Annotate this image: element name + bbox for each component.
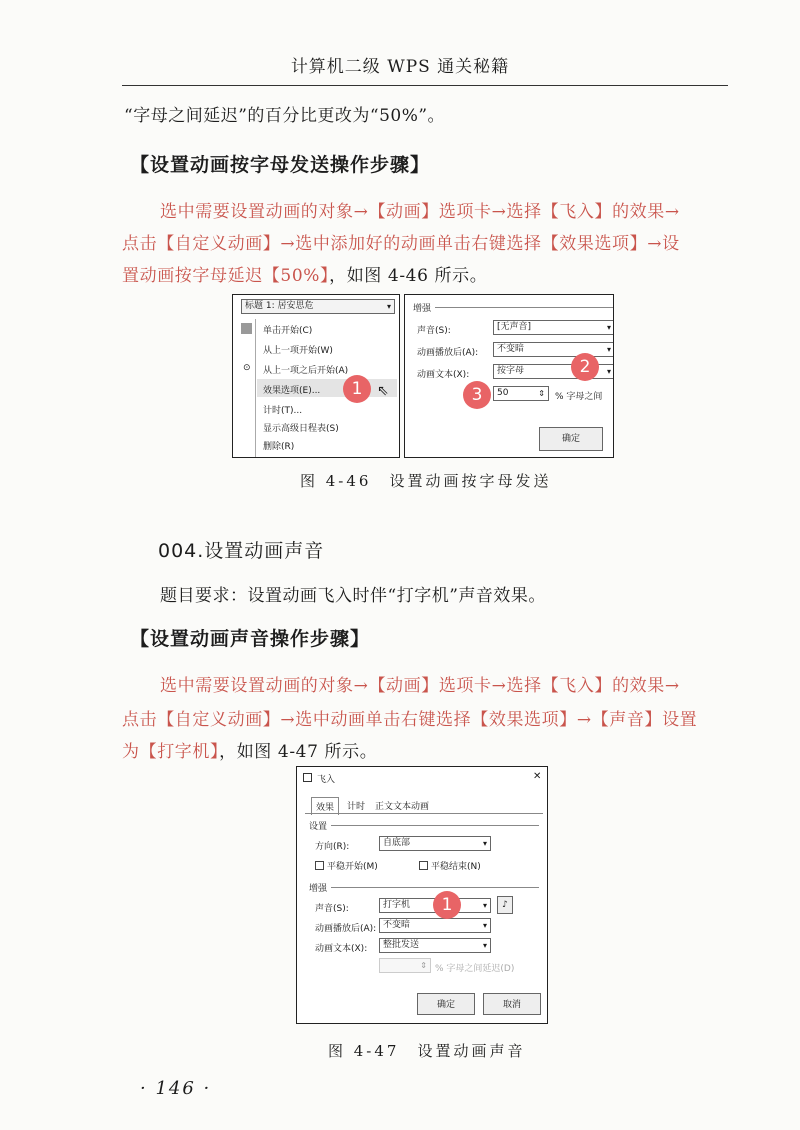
step-badge-1: 1 bbox=[343, 375, 371, 403]
section1-steps-line3-text: 置动画按字母延迟【50%】 bbox=[122, 266, 330, 286]
direction-select[interactable] bbox=[379, 836, 491, 851]
menu-item-on-click[interactable]: 单击开始(C) bbox=[263, 326, 313, 336]
letter-delay-input[interactable] bbox=[493, 386, 549, 401]
direction-label: 方向(R): bbox=[315, 842, 350, 852]
section2-steps-line3-text: 为【打字机】 bbox=[122, 742, 220, 762]
animate-text-label: 动画文本(X): bbox=[417, 370, 470, 380]
chevron-down-icon: ▾ bbox=[482, 941, 487, 950]
speaker-icon[interactable]: ♪ bbox=[497, 896, 513, 914]
header-rule bbox=[122, 85, 728, 86]
group-rule bbox=[435, 307, 614, 308]
section2-heading: 【设置动画声音操作步骤】 bbox=[130, 628, 371, 650]
section1-steps-line3 bbox=[122, 258, 487, 294]
letter-delay-input[interactable] bbox=[379, 958, 431, 973]
enhance-group-title: 增强 bbox=[413, 304, 432, 314]
ok-button[interactable]: 确定 bbox=[539, 427, 603, 451]
menu-gutter bbox=[255, 319, 256, 458]
section2-number-heading: 004.设置动画声音 bbox=[158, 540, 325, 562]
running-header: 计算机二级 WPS 通关秘籍 bbox=[290, 57, 510, 77]
tab-timing[interactable]: 计时 bbox=[347, 802, 366, 812]
menu-item-advanced-timeline[interactable]: 显示高级日程表(S) bbox=[263, 424, 339, 434]
after-animation-value: 不变暗 bbox=[497, 344, 525, 354]
animation-list-value: 标题 1: 居安思危 bbox=[245, 301, 314, 311]
fig46-context-menu bbox=[232, 294, 400, 458]
section2-requirement: 题目要求：设置动画飞入时伴“打字机”声音效果。 bbox=[160, 586, 546, 606]
sound-label: 声音(S): bbox=[315, 904, 349, 914]
fig46-effect-options bbox=[404, 294, 614, 458]
after-animation-label: 动画播放后(A): bbox=[315, 924, 377, 934]
sound-value: 打字机 bbox=[383, 900, 411, 910]
letter-delay-suffix: % 字母之间 bbox=[555, 392, 603, 402]
step-badge-1: 1 bbox=[433, 891, 461, 919]
direction-value: 自底部 bbox=[383, 838, 411, 848]
app-icon bbox=[303, 773, 312, 782]
menu-item-after-previous[interactable]: 从上一项之后开始(A) bbox=[263, 366, 349, 376]
smooth-start-option[interactable] bbox=[315, 859, 378, 872]
menu-item-timing[interactable]: 计时(T)... bbox=[263, 406, 303, 416]
clock-icon: ⊙ bbox=[243, 363, 251, 373]
sound-select-value: [无声音] bbox=[497, 322, 532, 332]
menu-item-with-previous[interactable]: 从上一项开始(W) bbox=[263, 346, 333, 356]
cursor-icon: ⇖ bbox=[377, 383, 389, 399]
smooth-end-checkbox[interactable] bbox=[419, 861, 428, 870]
after-animation-select[interactable] bbox=[379, 918, 491, 933]
section2-steps-line3-tail: ，如图 4-47 所示。 bbox=[219, 742, 378, 762]
letter-delay-value: 50 bbox=[497, 388, 509, 398]
chevron-down-icon: ▾ bbox=[606, 323, 611, 332]
spinner-icon[interactable]: ⇕ bbox=[538, 389, 545, 398]
mouse-icon bbox=[241, 323, 252, 334]
step-badge-3: 3 bbox=[463, 381, 491, 409]
intro-line: “字母之间延迟”的百分比更改为“50%”。 bbox=[124, 106, 446, 126]
after-animation-value: 不变暗 bbox=[383, 920, 411, 930]
animate-text-value: 按字母 bbox=[497, 366, 525, 376]
menu-item-remove[interactable]: 删除(R) bbox=[263, 442, 295, 452]
animate-text-label: 动画文本(X): bbox=[315, 944, 368, 954]
spinner-icon[interactable]: ⇕ bbox=[420, 961, 427, 970]
chevron-down-icon: ▾ bbox=[482, 901, 487, 910]
section2-steps-line2: 点击【自定义动画】→选中动画单击右键选择【效果选项】→【声音】设置 bbox=[122, 710, 698, 730]
enhance-group-title: 增强 bbox=[309, 884, 328, 894]
dialog-title: 飞入 bbox=[317, 775, 336, 785]
step-badge-2: 2 bbox=[571, 353, 599, 381]
section2-steps-line1: 选中需要设置动画的对象→【动画】选项卡→选择【飞入】的效果→ bbox=[160, 676, 680, 696]
chevron-down-icon: ▾ bbox=[482, 839, 487, 848]
sound-select[interactable] bbox=[493, 320, 614, 335]
close-icon[interactable]: ✕ bbox=[533, 771, 542, 782]
section1-steps-line2: 点击【自定义动画】→选中添加好的动画单击右键选择【效果选项】→设 bbox=[122, 234, 680, 254]
cancel-button[interactable]: 取消 bbox=[483, 993, 541, 1015]
menu-item-effect-options[interactable]: 效果选项(E)... bbox=[263, 386, 321, 396]
figure-caption-4-47: 图 4-47 设置动画声音 bbox=[328, 1042, 526, 1060]
enhance-rule bbox=[331, 887, 539, 888]
fig47-fly-in-dialog bbox=[296, 766, 548, 1024]
smooth-start-label: 平稳开始(M) bbox=[327, 862, 378, 872]
section1-steps-line3-tail: ，如图 4-46 所示。 bbox=[329, 266, 488, 286]
figure-caption-4-46: 图 4-46 设置动画按字母发送 bbox=[300, 472, 552, 490]
sound-label: 声音(S): bbox=[417, 326, 451, 336]
tab-text-animation[interactable]: 正文文本动画 bbox=[375, 802, 430, 812]
settings-group-title: 设置 bbox=[309, 822, 328, 832]
section2-steps-line3 bbox=[122, 734, 377, 770]
smooth-start-checkbox[interactable] bbox=[315, 861, 324, 870]
smooth-end-option[interactable] bbox=[419, 859, 481, 872]
tab-effect[interactable]: 效果 bbox=[311, 797, 339, 815]
letter-delay-suffix: % 字母之间延迟(D) bbox=[435, 964, 515, 974]
chevron-down-icon: ▾ bbox=[606, 345, 611, 354]
after-animation-select[interactable] bbox=[493, 342, 614, 357]
tab-rule bbox=[305, 813, 543, 814]
section1-heading: 【设置动画按字母发送操作步骤】 bbox=[130, 154, 431, 176]
animation-list-dropdown[interactable] bbox=[241, 299, 395, 314]
section1-steps-line1: 选中需要设置动画的对象→【动画】选项卡→选择【飞入】的效果→ bbox=[160, 202, 680, 222]
settings-rule bbox=[331, 825, 539, 826]
chevron-down-icon: ▾ bbox=[482, 921, 487, 930]
after-animation-label: 动画播放后(A): bbox=[417, 348, 479, 358]
page-number: · 146 · bbox=[140, 1078, 212, 1099]
smooth-end-label: 平稳结束(N) bbox=[431, 862, 481, 872]
animate-text-value: 整批发送 bbox=[383, 940, 420, 950]
animate-text-select[interactable] bbox=[379, 938, 491, 953]
ok-button[interactable]: 确定 bbox=[417, 993, 475, 1015]
chevron-down-icon: ▾ bbox=[606, 367, 611, 376]
chevron-down-icon: ▾ bbox=[386, 302, 391, 311]
